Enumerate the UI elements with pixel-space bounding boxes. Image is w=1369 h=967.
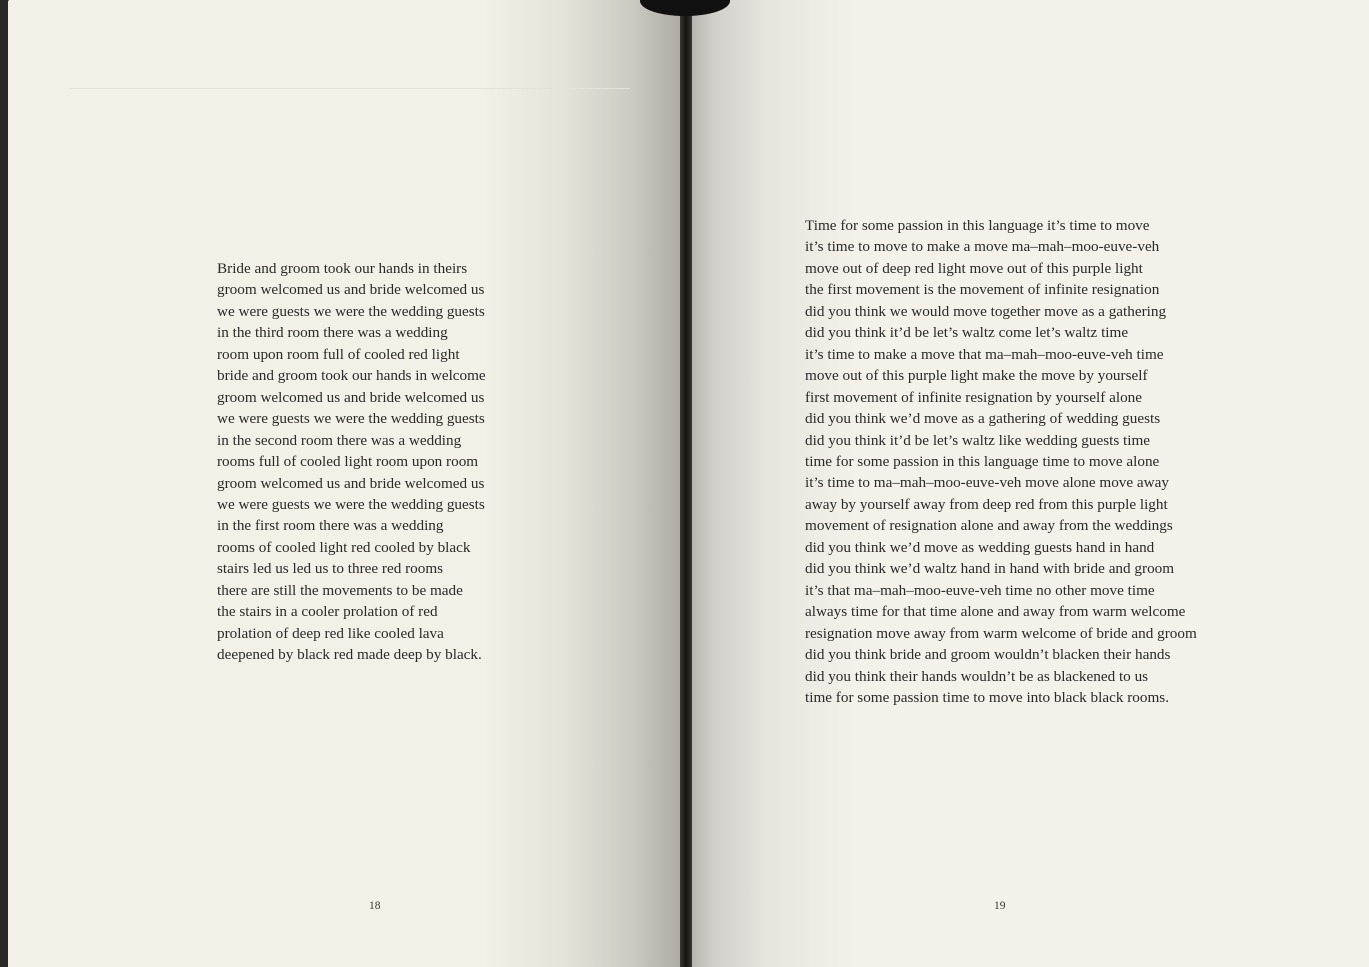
poem-line: did you think we’d move as a gathering of wedding guests: [805, 410, 1161, 428]
poem-line: groom welcomed us and bride welcomed us: [217, 388, 485, 406]
left-page: [8, 0, 686, 967]
poem-line: stairs led us led us to three red rooms: [217, 560, 444, 578]
book-gutter: [680, 0, 692, 967]
right-page: [686, 0, 1369, 967]
right-poem: [805, 215, 1197, 708]
poem-line: did you think bride and groom wouldn’t blacken their hands: [805, 646, 1171, 664]
poem-line: the first movement is the movement of infinite resignation: [805, 281, 1160, 299]
poem-line: movement of resignation alone and away from the weddings: [805, 517, 1173, 535]
poem-line: did you think it’d be let’s waltz like wedding guests time: [805, 431, 1151, 449]
poem-line: resignation move away from warm welcome of bride and groom: [805, 624, 1197, 642]
poem-line: did you think we’d move as wedding guests hand in hand: [805, 538, 1155, 556]
poem-line: in the first room there was a wedding: [217, 517, 444, 535]
poem-line: in the second room there was a wedding: [217, 431, 462, 449]
poem-line: groom welcomed us and bride welcomed us: [217, 281, 485, 299]
page-number-left: 18: [369, 900, 381, 912]
poem-line: deepened by black red made deep by black.: [217, 646, 482, 664]
poem-line: it’s time to make a move that ma–mah–moo-euve-veh time: [805, 345, 1164, 363]
poem-line: Bride and groom took our hands in theirs: [217, 260, 468, 277]
poem-line: first movement of infinite resignation by yourself alone: [805, 388, 1142, 406]
poem-line: Time for some passion in this language it’s time to move: [805, 217, 1150, 234]
poem-line: the stairs in a cooler prolation of red: [217, 603, 438, 621]
poem-line: time for some passion time to move into black black rooms.: [805, 688, 1170, 706]
poem-line: it’s time to ma–mah–moo-euve-veh move alone move away: [805, 474, 1169, 492]
page-number-right: 19: [994, 900, 1006, 912]
poem-line: away by yourself away from deep red from this purple light: [805, 495, 1168, 513]
poem-line: rooms of cooled light red cooled by black: [217, 538, 471, 556]
poem-line: did you think their hands wouldn’t be as blackened to us: [805, 667, 1149, 685]
poem-line: room upon room full of cooled red light: [217, 345, 460, 363]
poem-line: there are still the movements to be made: [217, 581, 463, 599]
show-through-rule: [70, 88, 630, 89]
poem-line: bride and groom took our hands in welcome: [217, 367, 486, 385]
poem-line: prolation of deep red like cooled lava: [217, 624, 444, 642]
poem-line: rooms full of cooled light room upon room: [217, 453, 479, 471]
poem-line: we were guests we were the wedding guests: [217, 410, 485, 428]
poem-line: it’s that ma–mah–moo-euve-veh time no other move time: [805, 581, 1155, 599]
poem-line: move out of this purple light make the move by yourself: [805, 367, 1148, 385]
poem-line: did you think we’d waltz hand in hand with bride and groom: [805, 560, 1175, 578]
poem-line: groom welcomed us and bride welcomed us: [217, 474, 485, 492]
poem-line: did you think we would move together move as a gathering: [805, 302, 1167, 320]
poem-line: always time for that time alone and away from warm welcome: [805, 603, 1186, 621]
poem-line: we were guests we were the wedding guests: [217, 495, 485, 513]
poem-line: did you think it’d be let’s waltz come let’s waltz time: [805, 324, 1129, 342]
poem-line: in the third room there was a wedding: [217, 324, 448, 342]
poem-line: we were guests we were the wedding guests: [217, 302, 485, 320]
poem-line: it’s time to move to make a move ma–mah–moo-euve-veh: [805, 238, 1160, 256]
left-poem: [217, 258, 486, 666]
poem-line: move out of deep red light move out of this purple light: [805, 259, 1143, 277]
poem-line: time for some passion in this language time to move alone: [805, 452, 1160, 470]
